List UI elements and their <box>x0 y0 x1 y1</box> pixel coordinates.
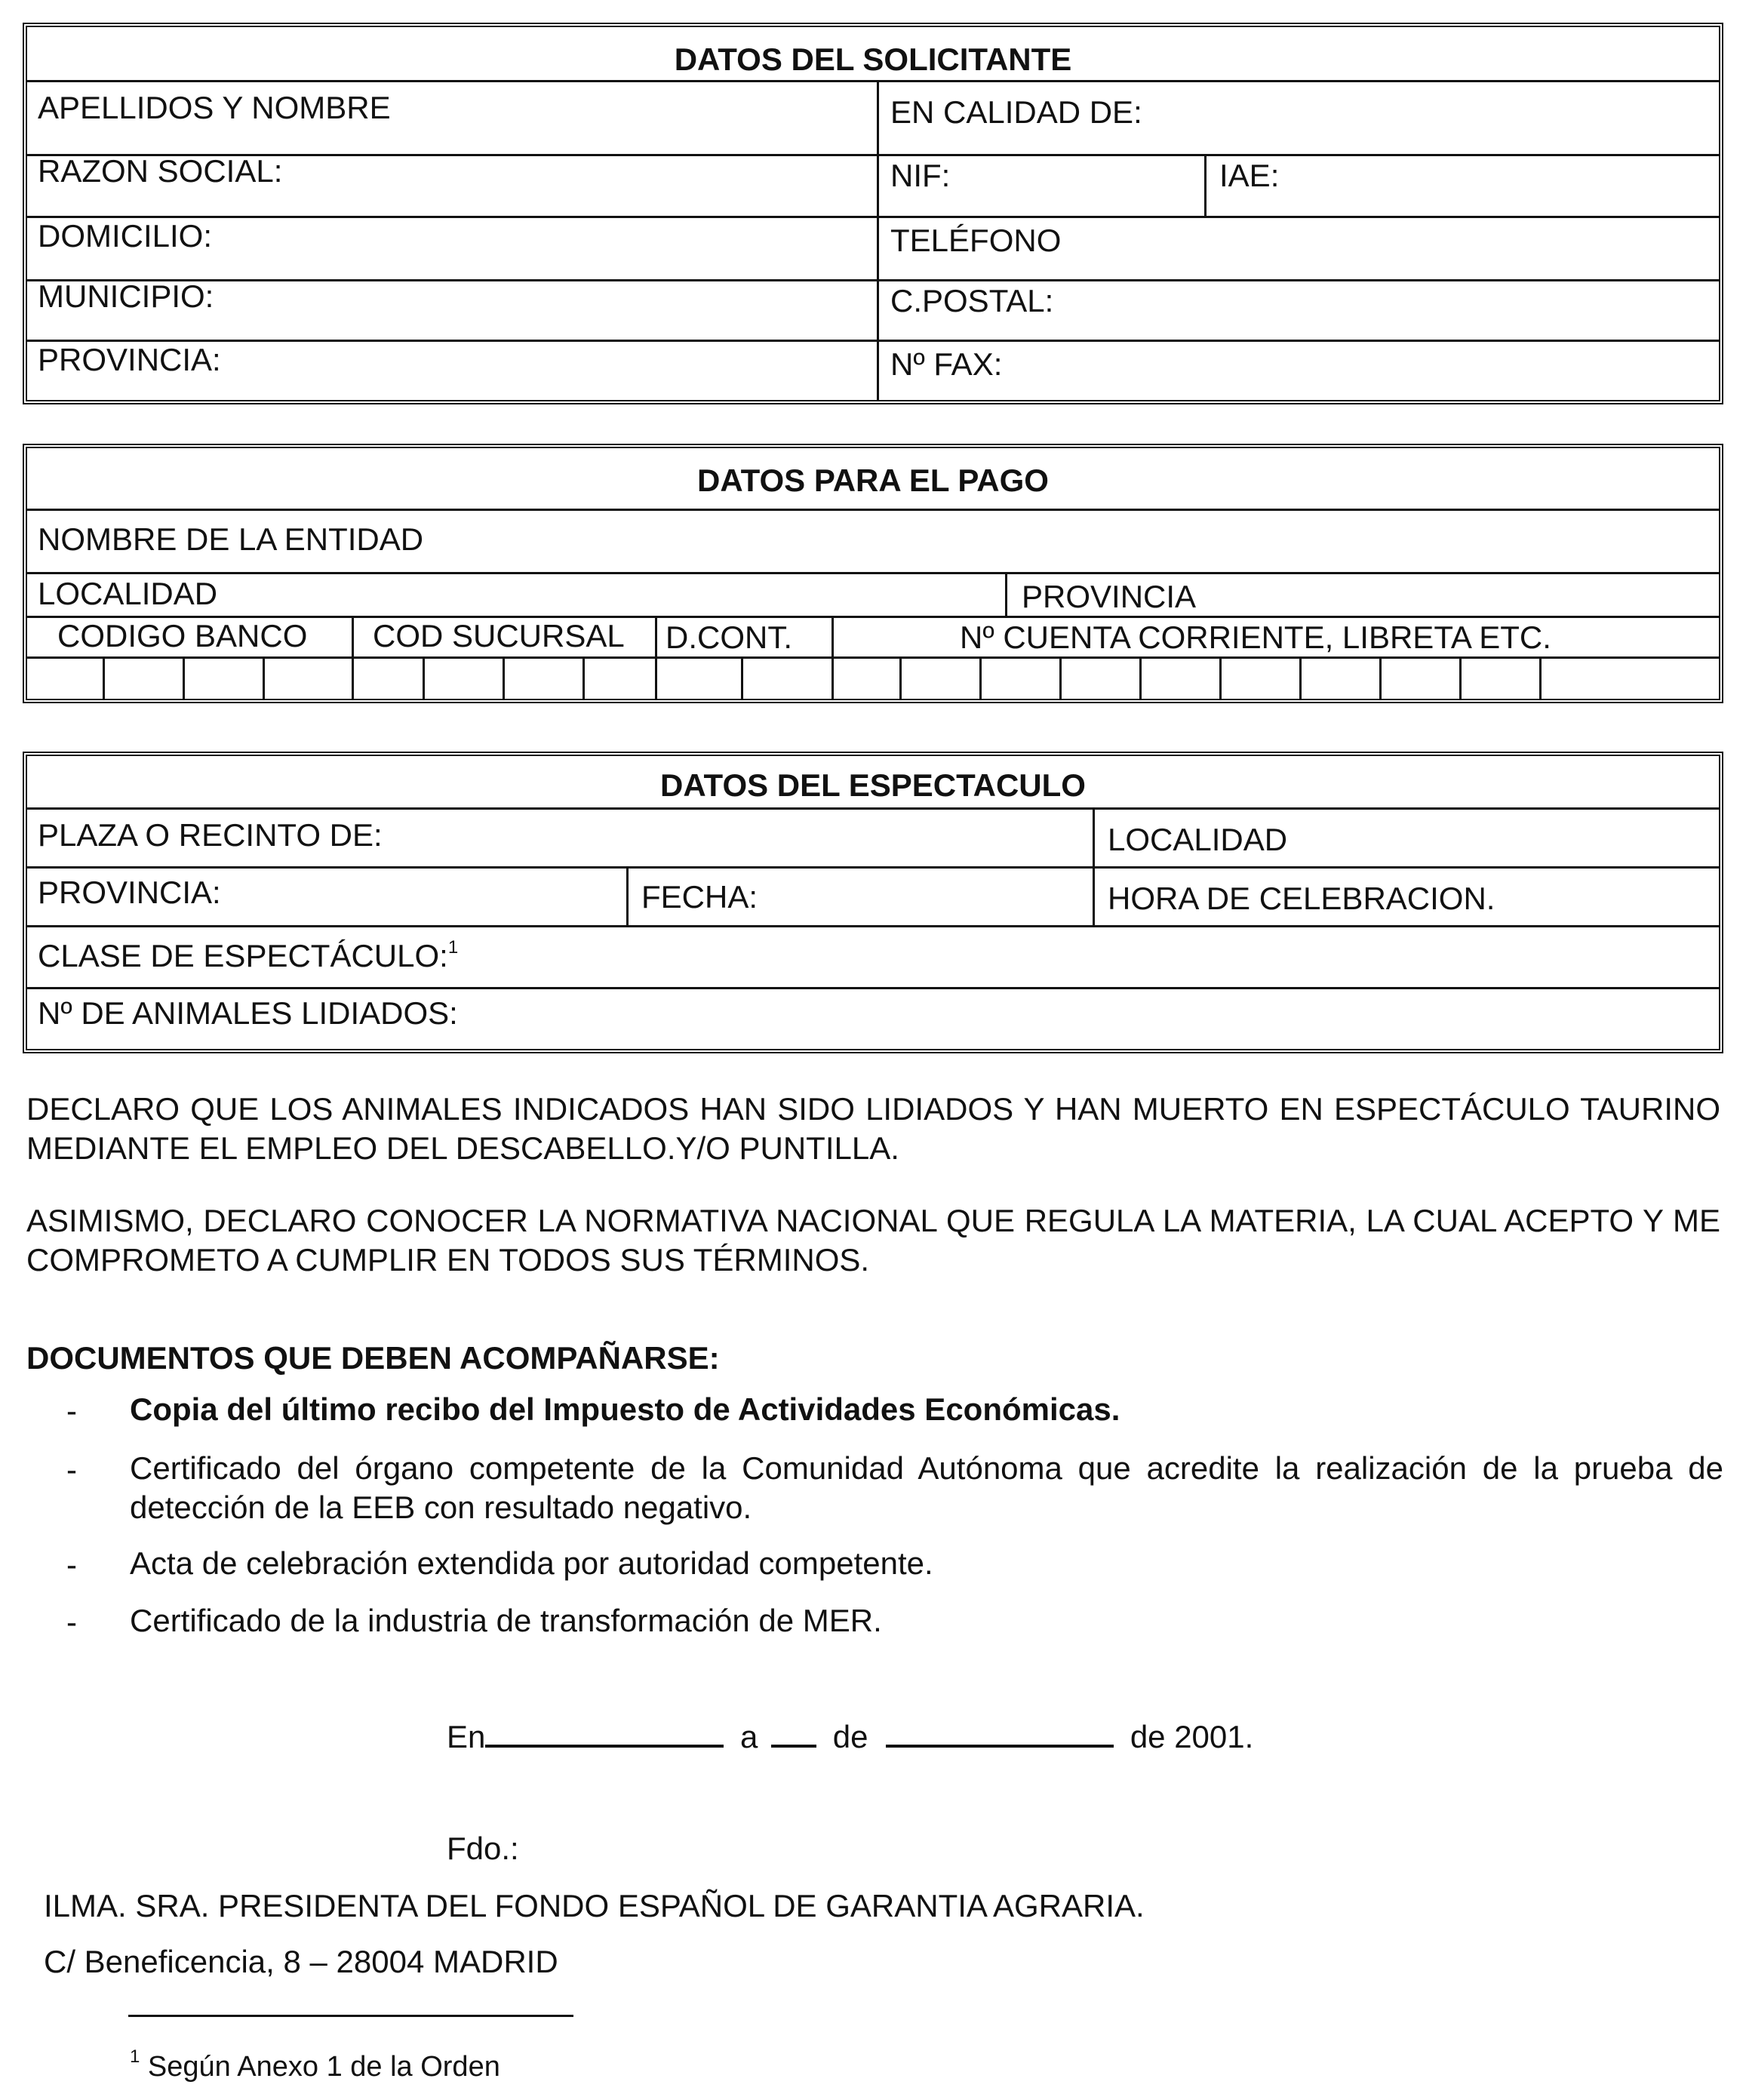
clase-label: CLASE DE ESPECTÁCULO: <box>38 938 448 973</box>
footnote-rule <box>128 2015 573 2017</box>
digit-box-divider <box>1299 656 1302 699</box>
divider <box>27 572 1719 574</box>
municipio-field[interactable]: MUNICIPIO: <box>38 278 214 314</box>
localidad-field[interactable]: LOCALIDAD <box>1108 822 1288 857</box>
year-label: de 2001. <box>1130 1719 1254 1754</box>
divider <box>27 340 1719 342</box>
cuenta-label: Nº CUENTA CORRIENTE, LIBRETA ETC. <box>960 620 1551 655</box>
digit-box-divider <box>979 656 982 699</box>
declaracion-paragraph-1: DECLARO QUE LOS ANIMALES INDICADOS HAN SIDO LIDIADOS Y HAN MUERTO EN ESPECTÁCULO TAURINO MEDIANTE EL EMPLEO DEL DESCABELLO.Y/O PUNTILLA. <box>26 1091 1720 1166</box>
documento-item: Certificado de la industria de transformación de MER. <box>130 1603 882 1638</box>
dcont-label: D.CONT. <box>666 620 792 655</box>
divider <box>27 279 1719 281</box>
documento-item: Acta de celebración extendida por autoridad competente. <box>130 1545 933 1581</box>
digit-box-divider <box>103 656 105 699</box>
footnote-ref: 1 <box>447 937 459 958</box>
digit-box-divider <box>1059 656 1062 699</box>
solicitante-table <box>23 23 1723 404</box>
hora-field[interactable]: HORA DE CELEBRACION. <box>1108 881 1495 916</box>
telefono-field[interactable]: TELÉFONO <box>890 223 1062 258</box>
documentos-title: DOCUMENTOS QUE DEBEN ACOMPAÑARSE: <box>26 1340 720 1376</box>
signature-date-line <box>447 1717 1253 1755</box>
digit-box-divider <box>423 656 425 699</box>
razon-social-field[interactable]: RAZON SOCIAL: <box>38 153 283 189</box>
place-blank[interactable] <box>485 1717 724 1748</box>
domicilio-field[interactable]: DOMICILIO: <box>38 218 213 254</box>
divider <box>27 509 1719 511</box>
en-label: En <box>447 1719 486 1754</box>
codigo-banco-label: CODIGO BANCO <box>57 618 308 653</box>
provincia-field[interactable]: PROVINCIA <box>1022 579 1197 614</box>
cod-sucursal-label: COD SUCURSAL <box>373 618 625 653</box>
divider <box>877 80 879 400</box>
destinatario-line-2: C/ Beneficencia, 8 – 28004 MADRID <box>44 1944 558 1979</box>
divider <box>27 925 1719 927</box>
entidad-field[interactable]: NOMBRE DE LA ENTIDAD <box>38 521 424 557</box>
fdo-label: Fdo.: <box>447 1831 519 1866</box>
fecha-field[interactable]: FECHA: <box>641 879 758 915</box>
iae-field[interactable]: IAE: <box>1219 158 1280 193</box>
espectaculo-title: DATOS DEL ESPECTACULO <box>660 767 1086 803</box>
digit-box-divider <box>899 656 902 699</box>
digit-box-divider <box>1379 656 1382 699</box>
divider <box>1093 807 1095 925</box>
divider <box>27 866 1719 869</box>
digit-box-divider <box>1139 656 1142 699</box>
localidad-field[interactable]: LOCALIDAD <box>38 576 218 611</box>
provincia-field[interactable]: PROVINCIA: <box>38 875 221 910</box>
digit-box-divider <box>183 656 185 699</box>
month-blank[interactable] <box>886 1717 1114 1748</box>
documento-item: Certificado del órgano competente de la Comunidad Autónoma que acredite la realización de la prueba de detección de la EEB con resultado negativo. <box>130 1450 1723 1525</box>
divider <box>626 866 629 925</box>
solicitante-title: DATOS DEL SOLICITANTE <box>674 42 1072 77</box>
footnote-text: Según Anexo 1 de la Orden <box>147 2051 500 2083</box>
digit-box-divider <box>503 656 505 699</box>
divider <box>27 807 1719 810</box>
divider <box>1204 154 1207 216</box>
a-label: a <box>740 1719 758 1754</box>
bullet: - <box>66 1393 77 1428</box>
pago-table <box>23 444 1723 703</box>
divider <box>1005 572 1007 616</box>
plaza-field[interactable]: PLAZA O RECINTO DE: <box>38 817 383 853</box>
divider <box>832 616 834 699</box>
documento-item: Copia del último recibo del Impuesto de Actividades Económicas. <box>130 1391 1120 1427</box>
footnote-mark: 1 <box>130 2046 140 2067</box>
destinatario-line-1: ILMA. SRA. PRESIDENTA DEL FONDO ESPAÑOL DE GARANTIA AGRARIA. <box>44 1888 1145 1923</box>
provincia-field[interactable]: PROVINCIA: <box>38 342 221 377</box>
cpostal-field[interactable]: C.POSTAL: <box>890 283 1054 318</box>
en-calidad-field[interactable]: EN CALIDAD DE: <box>890 94 1142 130</box>
bullet: - <box>66 1452 77 1487</box>
digit-box-divider <box>741 656 743 699</box>
de-label: de <box>832 1719 868 1754</box>
divider <box>352 616 354 699</box>
clase-field[interactable] <box>27 939 458 972</box>
footnote <box>130 2046 500 2083</box>
divider <box>655 616 657 699</box>
bullet: - <box>66 1604 77 1640</box>
animales-field[interactable]: Nº DE ANIMALES LIDIADOS: <box>38 995 458 1031</box>
divider <box>27 80 1719 82</box>
declaracion-paragraph-2: ASIMISMO, DECLARO CONOCER LA NORMATIVA NACIONAL QUE REGULA LA MATERIA, LA CUAL ACEPTO Y ME COMPROMETO A CUMPLIR EN TODOS SUS TÉRMINOS. <box>26 1203 1720 1278</box>
nif-field[interactable]: NIF: <box>890 158 951 193</box>
digit-box-divider <box>1219 656 1222 699</box>
fax-field[interactable]: Nº FAX: <box>890 346 1003 382</box>
digit-box-divider <box>1459 656 1462 699</box>
digit-box-divider <box>1539 656 1542 699</box>
divider <box>27 656 1719 659</box>
digit-box-divider <box>583 656 585 699</box>
day-blank[interactable] <box>771 1717 816 1748</box>
pago-title: DATOS PARA EL PAGO <box>697 463 1049 498</box>
apellidos-field[interactable]: APELLIDOS Y NOMBRE <box>38 90 391 125</box>
bullet: - <box>66 1547 77 1582</box>
divider <box>27 216 1719 218</box>
espectaculo-table <box>23 752 1723 1053</box>
divider <box>27 987 1719 989</box>
digit-box-divider <box>263 656 265 699</box>
